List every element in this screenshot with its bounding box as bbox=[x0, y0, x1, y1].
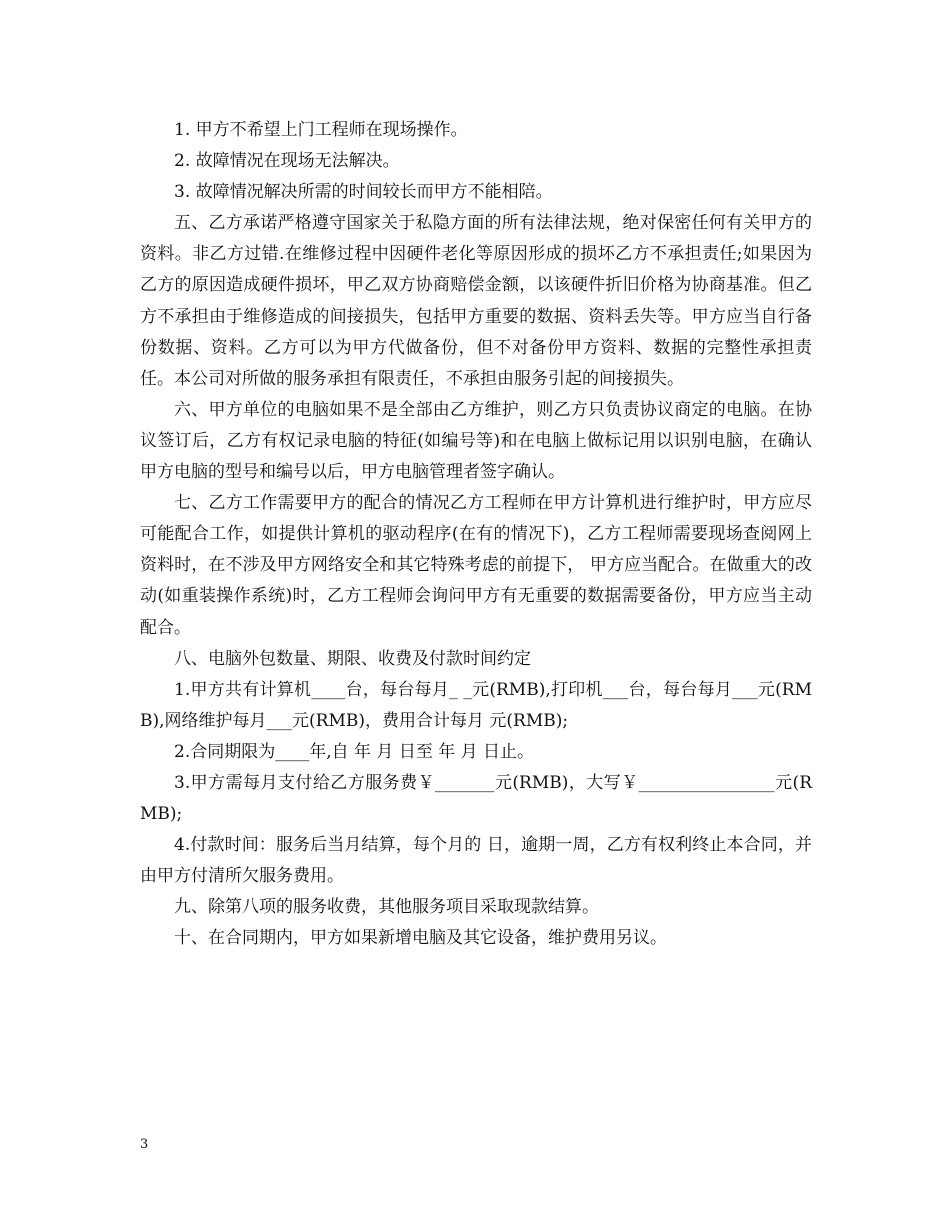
paragraph-section-8-heading: 八、电脑外包数量、期限、收费及付款时间约定 bbox=[174, 648, 531, 669]
document-body bbox=[140, 115, 812, 955]
paragraph-section-8-item-4: 4.付款时间：服务后当月结算，每个月的 日，逾期一周，乙方有权利终止本合同，并由甲方付清所欠服务费用。 bbox=[140, 835, 812, 887]
paragraph-section-8-item-2: 2.合同期限为____年,自 年 月 日至 年 月 日止。 bbox=[174, 741, 535, 762]
paragraph-section-8-item-3: 3.甲方需每月支付给乙方服务费￥_______元(RMB)，大写￥________________元(RMB); bbox=[140, 772, 812, 825]
paragraph-section-6: 六、甲方单位的电脑如果不是全部由乙方维护，则乙方只负责协议商定的电脑。在协议签订后，乙方有权记录电脑的特征(如编号等)和在电脑上做标记用以识别电脑，在确认甲方电脑的型号和编号以后，甲方电脑管理者签字确认。 bbox=[140, 399, 812, 483]
paragraph-section-9: 九、除第八项的服务收费，其他服务项目采取现款结算。 bbox=[174, 897, 599, 918]
paragraph-section-10: 十、在合同期内，甲方如果新增电脑及其它设备，维护费用另议。 bbox=[174, 928, 667, 949]
page-number: 3 bbox=[140, 1137, 149, 1152]
paragraph-1: 1. 甲方不希望上门工程师在现场操作。 bbox=[174, 120, 468, 140]
paragraph-section-5: 五、乙方承诺严格遵守国家关于私隐方面的所有法律法规，绝对保密任何有关甲方的资料。非乙方过错.在维修过程中因硬件老化等原因形成的损坏乙方不承担责任;如果因为乙方的原因造成硬件损坏，甲乙双方协商赔偿金额，以该硬件折旧价格为协商基准。但乙方不承担由于维修造成的间接损失，包括甲方重要的数据、资料丢失等。甲方应当自行备份数据、资料。乙方可以为甲方代做备份，但不对备份甲方资料、数据的完整性承担责任。本公司对所做的服务承担有限责任，不承担由服务引起的间接损失。 bbox=[140, 213, 812, 389]
paragraph-section-7: 七、乙方工作需要甲方的配合的情况乙方工程师在甲方计算机进行维护时，甲方应尽可能配合工作，如提供计算机的驱动程序(在有的情况下)，乙方工程师需要现场查阅网上资料时，在不涉及甲方网络安全和其它特殊考虑的前提下， 甲方应当配合。在做重大的改动(如重装操作系统)时，乙方工程师会询问甲方有无重要的数据需要备份，甲方应当主动配合。 bbox=[140, 493, 812, 638]
paragraph-2: 2. 故障情况在现场无法解决。 bbox=[174, 151, 400, 172]
paragraph-3: 3. 故障情况解决所需的时间较长而甲方不能相陪。 bbox=[174, 182, 553, 203]
paragraph-section-8-item-1: 1.甲方共有计算机____台，每台每月_ _元(RMB),打印机___台，每台每月___元(RMB),网络维护每月___元(RMB)，费用合计每月 元(RMB); bbox=[140, 679, 812, 731]
